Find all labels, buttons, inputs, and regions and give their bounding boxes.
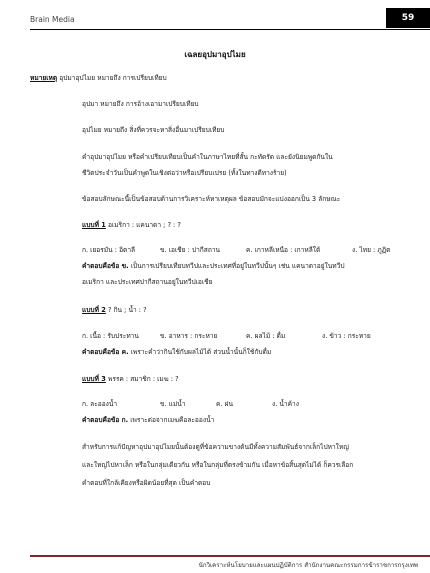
pattern-3-question: พรรค : สมาชิก : เมฆ : ? (107, 375, 179, 383)
pattern-1-choice-b: ข. เอเชีย : ปากีสถาน (160, 246, 221, 254)
pattern-1-answer-text: เป็นการเปรียบเทียบทวีปและประเทศที่อยู่ในทวีปนั้นๆ เช่น แคนาดาอยู่ในทวีป (130, 262, 345, 270)
pattern-2-choice-c: ค. ผลไม้ : ดื่ม (246, 332, 286, 340)
definition-uppamai: อุปไมย หมายถึง สิ่งที่ควรจะหาสิ่งอื่นมาเปรียบเทียบ (82, 126, 225, 134)
conclusion-line-3: คำตอบที่ใกล้เคียงหรือผิดน้อยที่สุด เป็นคำตอบ (82, 479, 211, 487)
pattern-1-answer-line-2: อเมริกา และประเทศปากีสถานอยู่ในทวีปเอเชีย (82, 278, 213, 286)
pattern-2-choice-a: ก. เนื้อ : รับประทาน (82, 332, 139, 340)
header-divider (30, 29, 430, 30)
pattern-2-answer-line-1 (82, 346, 271, 357)
note-text: อุปมาอุปไมย หมายถึง การเปรียบเทียบ (59, 74, 167, 82)
pattern-3-choice-a: ก. ละอองน้ำ (82, 400, 118, 408)
pattern-1-choice-c: ค. เกาหลีเหนือ : เกาหลีใต้ (246, 246, 321, 254)
pattern-2-choice-d: ง. ข้าว : กระหาย (322, 332, 371, 340)
conclusion-line-1: สำหรับการแก้ปัญหาอุปมาอุปไมยนั้นต้องดูที่ข้อความขางต้นมีทั้งความสัมพันธ์จากเล็กไปหาใหญ่ (82, 443, 349, 451)
pattern-2-choice-b: ข. อาหาร : กระหาย (160, 332, 218, 340)
pattern-1-question: อเมริกา : แคนาดา ; ? : ? (107, 221, 181, 229)
footer-divider (30, 555, 430, 557)
intro-line-2: ชีวิตประจำวันเป็นคำพูดในเชิงต่อว่าหรือเปรียบเปรย (ทั้งในทางดีทางร้าย) (82, 169, 287, 177)
pattern-1-choice-a: ก. เยอรมัน : อิตาลี (82, 246, 136, 254)
pattern-3-answer-label: คำตอบคือข้อ ก. (82, 416, 129, 424)
page-title: เฉลยอุปมาอุปไมย (184, 50, 246, 59)
pattern-3-label: แบบที่ 3 (82, 375, 106, 383)
conclusion-line-2: และใหญ่ไปหาเล็ก หรือในกลุ่มเดียวกัน หรือในกลุ่มที่ตรงข้ามกัน เมื่อหาข้อสิ้นสุดไม่ได้ ก็ควรเลือก (82, 461, 354, 469)
note-label: หมายเหตุ (30, 74, 58, 82)
pattern-2-label: แบบที่ 2 (82, 306, 106, 314)
pattern-1-label: แบบที่ 1 (82, 221, 106, 229)
definition-upama: อุปมา หมายถึง การอ้างเอามาเปรียบเทียบ (82, 100, 199, 108)
pattern-3-question-line (82, 373, 179, 384)
note-line (30, 72, 167, 83)
header-brand: Brain Media (30, 15, 75, 24)
page-number: 59 (401, 13, 415, 23)
pattern-1-answer-label: คำตอบคือข้อ ข. (82, 262, 129, 270)
pattern-1-answer-line-1 (82, 260, 345, 271)
pattern-1-question-line (82, 219, 181, 230)
pattern-3-answer-text: เพราะต่อจากเมฆคือละอองน้ำ (130, 416, 215, 424)
pattern-3-choice-d: ง. น้ำค้าง (272, 400, 299, 408)
footer-text: นักวิเคราะห์นโยบายและแผนปฏิบัติการ สำนักงานคณะกรรมการข้าราชการกรุงเทพ (198, 562, 418, 569)
intro-line-1: คำอุปมาอุปไมย หรือคำเปรียบเทียบเป็นคำในภาษาไทยที่สั้น กะทัดรัด และยังนิยมพูดกันใน (82, 153, 333, 161)
exam-intro: ข้อสอบลักษณะนี้เป็นข้อสอบด้านการวิเคราะห์หาเหตุผล ข้อสอบมักจะแบ่งออกเป็น 3 ลักษณะ (82, 195, 341, 203)
pattern-2-answer-text: เพราะคำว่ากินใช้กับผลไม้ได้ ส่วนน้ำนั้นก็ใช้กับดื่ม (130, 348, 272, 356)
pattern-3-answer-line-1 (82, 414, 214, 425)
pattern-3-choice-b: ข. แม่น้ำ (160, 400, 186, 408)
pattern-2-answer-label: คำตอบคือข้อ ค. (82, 348, 129, 356)
page-number-box (386, 8, 430, 28)
pattern-2-question-line (82, 304, 147, 315)
pattern-1-choice-d: ง. ไทย : ภูฏิต (352, 246, 391, 254)
pattern-3-choice-c: ค. ฝน (216, 400, 233, 408)
pattern-2-question: ? กิน ; น้ำ : ? (107, 306, 147, 314)
